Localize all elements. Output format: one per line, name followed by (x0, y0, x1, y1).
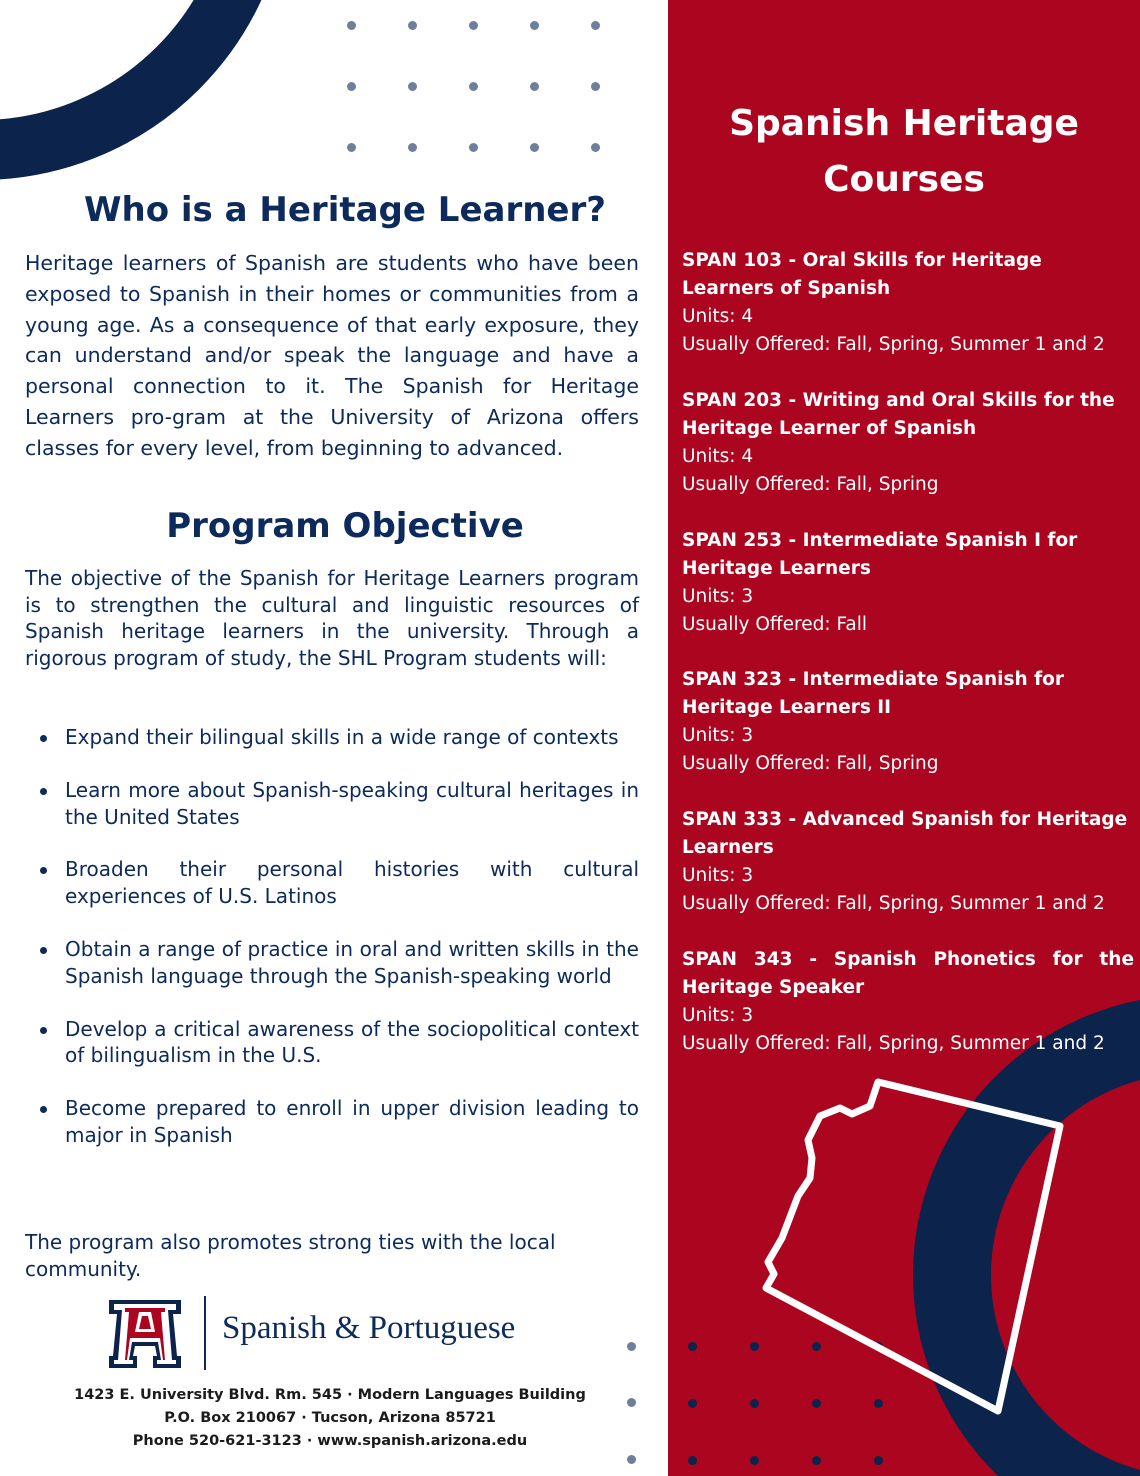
decorative-arc-left (0, 0, 290, 180)
course-offered: Usually Offered: Fall, Spring (682, 753, 939, 774)
course-span-253 (682, 527, 1134, 639)
objective-item: Obtain a range of practice in oral and written skills in the Spanish language through the Spanish-speaking world (25, 936, 639, 990)
program-objective-paragraph: The objective of the Spanish for Heritage Learners program is to strengthen the cultural and linguistic resources of Spanish heritage learners in the university. Through a rigorous program of study, the SHL Program students will: (25, 566, 639, 670)
address-line: 1423 E. University Blvd. Rm. 545 · Modern Languages Building (74, 1387, 586, 1403)
university-a-logo-icon (105, 1298, 185, 1370)
course-title: SPAN 203 - Writing and Oral Skills for the Heritage Learner of Spanish (682, 390, 1115, 439)
course-offered: Usually Offered: Fall, Spring, Summer 1 and 2 (682, 893, 1105, 914)
course-offered: Usually Offered: Fall, Spring, Summer 1 and 2 (682, 334, 1105, 355)
course-offered: Usually Offered: Fall, Spring, Summer 1 and 2 (682, 1033, 1105, 1054)
course-title: SPAN 343 - Spanish Phonetics for the (682, 949, 1134, 970)
decorative-dot (627, 1455, 636, 1464)
course-units: Units: 3 (682, 865, 754, 886)
decorative-dot (627, 1342, 636, 1351)
address-line: P.O. Box 210067 · Tucson, Arizona 85721 (164, 1410, 496, 1426)
course-units: Units: 4 (682, 446, 754, 467)
department-name: Spanish & Portuguese (222, 1310, 516, 1346)
program-objective-heading: Program Objective (166, 506, 524, 546)
objective-item: Learn more about Spanish-speaking cultural heritages in the United States (25, 777, 639, 831)
closing-paragraph: The program also promotes strong ties with the local community. (25, 1230, 556, 1281)
course-span-103 (682, 247, 1134, 359)
course-offered: Usually Offered: Fall, Spring (682, 474, 939, 495)
courses-title (668, 96, 1140, 208)
course-units: Units: 3 (682, 725, 754, 746)
course-units: Units: 4 (682, 306, 754, 327)
objective-item: Develop a critical awareness of the sociopolitical context of bilingualism in the U.S. (25, 1016, 639, 1070)
course-units: Units: 3 (682, 586, 754, 607)
course-span-323 (682, 666, 1134, 778)
courses-title-line: Spanish Heritage (729, 103, 1079, 144)
logo-divider (204, 1296, 206, 1370)
arizona-map-icon (760, 1076, 1065, 1416)
course-title: SPAN 323 - Intermediate Spanish for Heritage Learners II (682, 669, 1064, 718)
contact-line: Phone 520-621-3123 · www.spanish.arizona.edu (132, 1433, 528, 1449)
course-units: Units: 3 (682, 1005, 754, 1026)
course-title: SPAN 103 - Oral Skills for Heritage Learners of Spanish (682, 250, 1042, 299)
objective-item: Become prepared to enroll in upper division leading to major in Spanish (25, 1095, 639, 1149)
objectives-list (25, 724, 639, 1175)
course-span-333 (682, 806, 1134, 918)
decorative-dots-top (347, 21, 617, 161)
heritage-learner-paragraph: Heritage learners of Spanish are students who have been exposed to Spanish in their homes or communities from a young age. As a consequence of that early exposure, they can understand and/or speak the language and have a personal connection to it. The Spanish for Heritage Learners pro-gram at the University of Arizona offers classes for every level, from beginning to advanced. (25, 251, 639, 460)
course-title: SPAN 333 - Advanced Spanish for Heritage Learners (682, 809, 1128, 858)
heritage-learner-heading: Who is a Heritage Learner? (84, 190, 606, 230)
course-span-343 (682, 946, 1134, 1058)
course-title: SPAN 253 - Intermediate Spanish I for Heritage Learners (682, 530, 1078, 579)
course-offered: Usually Offered: Fall (682, 614, 868, 635)
decorative-dot (627, 1398, 636, 1407)
objective-item: Expand their bilingual skills in a wide range of contexts (25, 724, 639, 751)
courses-title-line: Courses (823, 159, 985, 200)
objective-item: Broaden their personal histories with cultural experiences of U.S. Latinos (25, 856, 639, 910)
course-title: Heritage Speaker (682, 977, 865, 998)
course-span-203 (682, 387, 1134, 499)
